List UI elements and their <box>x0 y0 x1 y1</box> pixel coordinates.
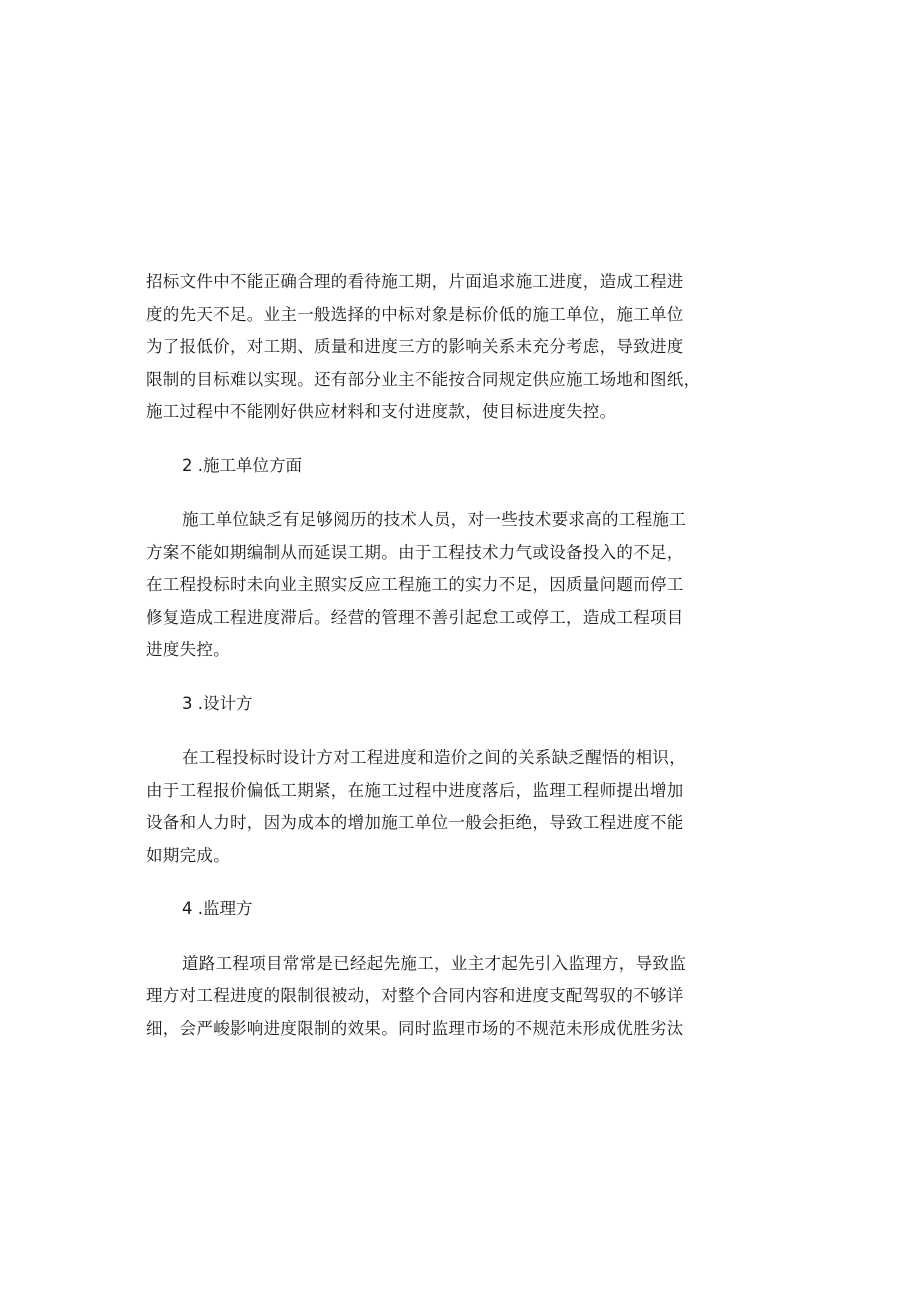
text-line: 为了报低价，对工期、质量和进度三方的影响关系未充分考虑，导致进度 <box>146 337 684 356</box>
spacer <box>146 482 712 504</box>
text-line: 招标文件中不能正确合理的看待施工期，片面追求施工进度，造成工程进 <box>146 272 684 291</box>
spacer <box>146 429 712 450</box>
section-heading-contractor: 2 .施工单位方面 <box>182 455 302 475</box>
paragraph-supervisor-factors <box>146 948 712 1046</box>
text-line: 如期完成。 <box>146 845 230 865</box>
spacer <box>146 720 712 742</box>
text-line: 施工单位缺乏有足够阅历的技术人员，对一些技术要求高的工程施工 <box>182 510 686 529</box>
text-line: 理方对工程进度的限制很被动，对整个合同内容和进度支配驾驭的不够详 <box>146 986 684 1005</box>
document-body <box>146 266 712 1045</box>
text-line: 由于工程报价偏低工期紧，在施工过程中进度落后，监理工程师提出增加 <box>146 780 684 800</box>
text-line: 度的先天不足。业主一般选择的中标对象是标价低的施工单位，施工单位 <box>146 304 684 324</box>
spacer <box>146 667 712 688</box>
section-heading-designer: 3 .设计方 <box>182 693 253 713</box>
text-line: 在工程投标时未向业主照实反应工程施工的实力不足，因质量问题而停工 <box>146 575 684 594</box>
section-heading-supervisor: 4 .监理方 <box>182 899 253 918</box>
spacer <box>146 926 712 948</box>
text-line: 在工程投标时设计方对工程进度和造价之间的关系缺乏醒悟的相识， <box>182 748 686 767</box>
paragraph-contractor-factors <box>146 504 712 667</box>
paragraph-owner-factors <box>146 266 712 429</box>
paragraph-designer-factors <box>146 742 712 872</box>
text-line: 道路工程项目常常是已经起先施工，业主才起先引入监理方，导致监 <box>182 953 686 973</box>
text-line: 施工过程中不能刚好供应材料和支付进度款，使目标进度失控。 <box>146 402 617 421</box>
text-line: 设备和人力时，因为成本的增加施工单位一般会拒绝，导致工程进度不能 <box>146 813 684 832</box>
text-line: 方案不能如期编制从而延误工期。由于工程技术力气或设备投入的不足， <box>146 542 684 562</box>
spacer <box>146 872 712 893</box>
text-line: 修复造成工程进度滞后。经营的管理不善引起怠工或停工，造成工程项目 <box>146 607 684 627</box>
text-line: 细，会严峻影响进度限制的效果。同时监理市场的不规范未形成优胜劣汰 <box>146 1018 684 1038</box>
text-line: 限制的目标难以实现。还有部分业主不能按合同规定供应施工场地和图纸， <box>146 369 701 389</box>
text-line: 进度失控。 <box>146 640 230 659</box>
